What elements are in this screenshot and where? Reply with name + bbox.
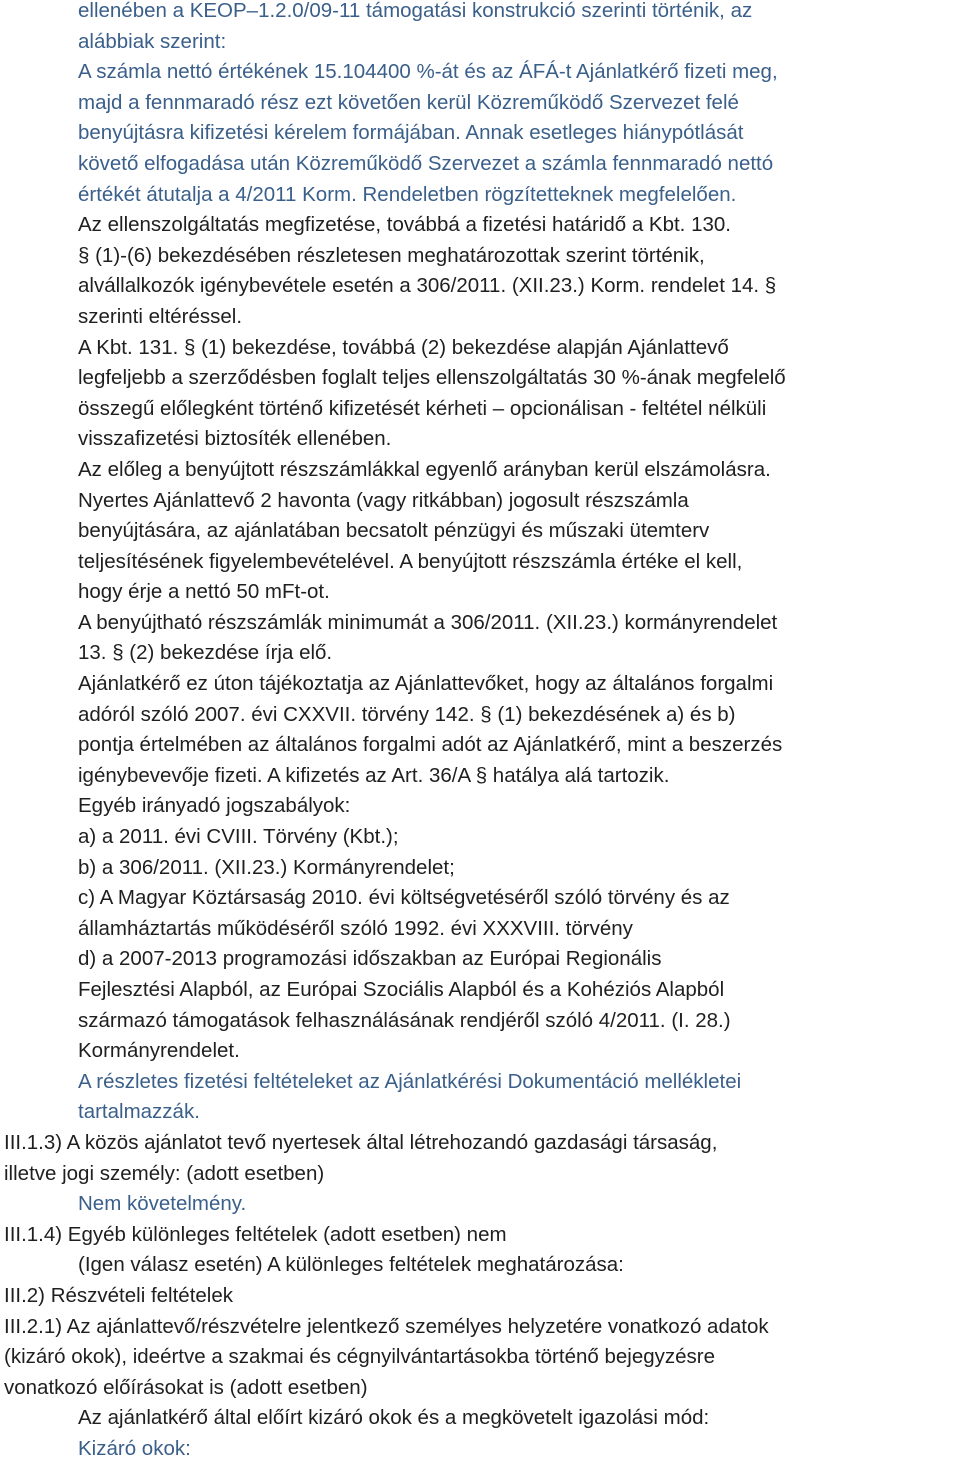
text-line: igénybevevője fizeti. A kifizetés az Art. 36/A § hatálya alá tartozik. bbox=[78, 763, 670, 787]
exclusion-grounds-intro bbox=[0, 1403, 960, 1434]
text-line: szerinti eltéréssel. bbox=[78, 304, 243, 328]
text-line: (kizáró okok), ideértve a szakmai és cégnyilvántartásokba történő bejegyzésre bbox=[4, 1345, 716, 1369]
advance-settlement-paragraph bbox=[0, 455, 960, 486]
text-line: Egyéb irányadó jogszabályok: bbox=[78, 794, 351, 818]
text-line: pontja értelmében az általános forgalmi adót az Ajánlatkérő, mint a beszerzés bbox=[78, 733, 783, 757]
detailed-terms-paragraph bbox=[0, 1067, 960, 1128]
section-heading-iii-1-4 bbox=[0, 1220, 960, 1251]
text-line: benyújtásra kifizetési kérelem formájában. Annak esetleges hiánypótlását bbox=[78, 121, 744, 145]
list-item: b) a 306/2011. (XII.23.) Kormányrendelet; bbox=[78, 855, 455, 879]
text-line: A részletes fizetési feltételeket az Ajánlatkérési Dokumentáció mellékletei bbox=[78, 1069, 742, 1093]
text-line: visszafizetési biztosíték ellenében. bbox=[78, 427, 392, 451]
text-line: (Igen válasz esetén) A különleges feltételek meghatározása: bbox=[78, 1253, 624, 1277]
text-line: A Kbt. 131. § (1) bekezdése, továbbá (2) bekezdése alapján Ajánlattevő bbox=[78, 335, 729, 359]
text-line: III.2) Részvételi feltételek bbox=[4, 1283, 234, 1307]
invoice-split-paragraph bbox=[0, 57, 960, 210]
text-line: alvállalkozók igénybevétele esetén a 306/2011. (XII.23.) Korm. rendelet 14. § bbox=[78, 274, 777, 298]
list-item: a) a 2011. évi CVIII. Törvény (Kbt.); bbox=[78, 825, 399, 849]
text-line: vonatkozó előírásokat is (adott esetben) bbox=[4, 1375, 368, 1399]
text-line: majd a fennmaradó rész ezt követően kerül Közreműködő Szervezet felé bbox=[78, 90, 739, 114]
text-line: A benyújtható részszámlák minimumát a 306/2011. (XII.23.) kormányrendelet bbox=[78, 610, 778, 634]
exclusion-grounds-label bbox=[0, 1434, 960, 1465]
section-heading-iii-2 bbox=[0, 1281, 960, 1312]
advance-payment-paragraph bbox=[0, 333, 960, 455]
answer-not-required bbox=[0, 1189, 960, 1220]
legal-references-list bbox=[0, 791, 960, 1066]
text-line: ellenében a KEOP–1.2.0/09-11 támogatási konstrukció szerinti történik, az bbox=[78, 0, 753, 22]
list-item: c) A Magyar Köztársaság 2010. évi költségvetéséről szóló törvény és az bbox=[78, 886, 730, 910]
text-line: Fejlesztési Alapból, az Európai Szociális Alapból és a Kohéziós Alapból bbox=[78, 978, 725, 1001]
text-line: teljesítésének figyelembevételével. A benyújtott részszámla értéke el kell, bbox=[78, 549, 743, 573]
invoice-minimum-paragraph bbox=[0, 608, 960, 669]
text-line: tartalmazzák. bbox=[78, 1100, 200, 1124]
text-line: Ajánlatkérő ez úton tájékoztatja az Ajánlattevőket, hogy az általános forgalmi bbox=[78, 672, 774, 696]
text-line: illetve jogi személy: (adott esetben) bbox=[4, 1161, 325, 1185]
text-line: § (1)-(6) bekezdésében részletesen meghatározottak szerint történik, bbox=[78, 243, 705, 267]
text-line: Kizáró okok: bbox=[78, 1436, 191, 1460]
text-line: benyújtására, az ajánlatában becsatolt pénzügyi és műszaki ütemterv bbox=[78, 519, 710, 543]
text-line: Az ajánlatkérő által előírt kizáró okok és a megkövetelt igazolási mód: bbox=[78, 1406, 710, 1430]
text-line: Az előleg a benyújtott részszámlákkal egyenlő arányban kerül elszámolásra. bbox=[78, 457, 771, 481]
section-heading-iii-1-3 bbox=[0, 1128, 960, 1189]
list-item: d) a 2007-2013 programozási időszakban az Európai Regionális bbox=[78, 947, 662, 971]
text-line: adóról szóló 2007. évi CXXVII. törvény 142. § (1) bekezdésének a) és b) bbox=[78, 702, 736, 726]
text-line: legfeljebb a szerződésben foglalt teljes ellenszolgáltatás 30 %-ának megfelelő bbox=[78, 366, 786, 390]
payment-deadline-paragraph bbox=[0, 210, 960, 332]
partial-invoice-paragraph bbox=[0, 486, 960, 608]
text-line: Az ellenszolgáltatás megfizetése, továbbá a fizetési határidő a Kbt. 130. bbox=[78, 213, 731, 237]
text-line: követő elfogadása után Közreműködő Szervezet a számla fennmaradó nettó bbox=[78, 151, 774, 175]
vat-info-paragraph bbox=[0, 669, 960, 791]
text-line: Kormányrendelet. bbox=[78, 1039, 240, 1063]
text-line: 13. § (2) bekezdése írja elő. bbox=[78, 641, 333, 665]
text-line: értékét átutalja a 4/2011 Korm. Rendeletben rögzítetteknek megfelelően. bbox=[78, 182, 737, 206]
payment-intro-paragraph bbox=[0, 0, 960, 57]
text-line: összegű előlegként történő kifizetését kérheti – opcionálisan - feltétel nélküli bbox=[78, 396, 767, 420]
text-line: III.1.3) A közös ajánlatot tevő nyertesek által létrehozandó gazdasági társaság, bbox=[4, 1130, 718, 1154]
text-line: származó támogatások felhasználásának rendjéről szóló 4/2011. (I. 28.) bbox=[78, 1008, 731, 1032]
text-line: III.1.4) Egyéb különleges feltételek (adott esetben) nem bbox=[4, 1222, 507, 1246]
text-line: hogy érje a nettó 50 mFt-ot. bbox=[78, 580, 330, 604]
section-heading-iii-2-1 bbox=[0, 1312, 960, 1404]
text-line: Nyertes Ajánlattevő 2 havonta (vagy ritkábban) jogosult részszámla bbox=[78, 488, 689, 512]
special-conditions-note bbox=[0, 1250, 960, 1281]
text-line: Nem követelmény. bbox=[78, 1192, 247, 1216]
text-line: A számla nettó értékének 15.104400 %-át és az ÁFÁ-t Ajánlatkérő fizeti meg, bbox=[78, 60, 778, 84]
text-line: III.2.1) Az ajánlattevő/részvételre jelentkező személyes helyzetére vonatkozó adatok bbox=[4, 1314, 769, 1338]
text-line: alábbiak szerint: bbox=[78, 29, 227, 53]
text-line: államháztartás működéséről szóló 1992. évi XXXVIII. törvény bbox=[78, 916, 633, 940]
